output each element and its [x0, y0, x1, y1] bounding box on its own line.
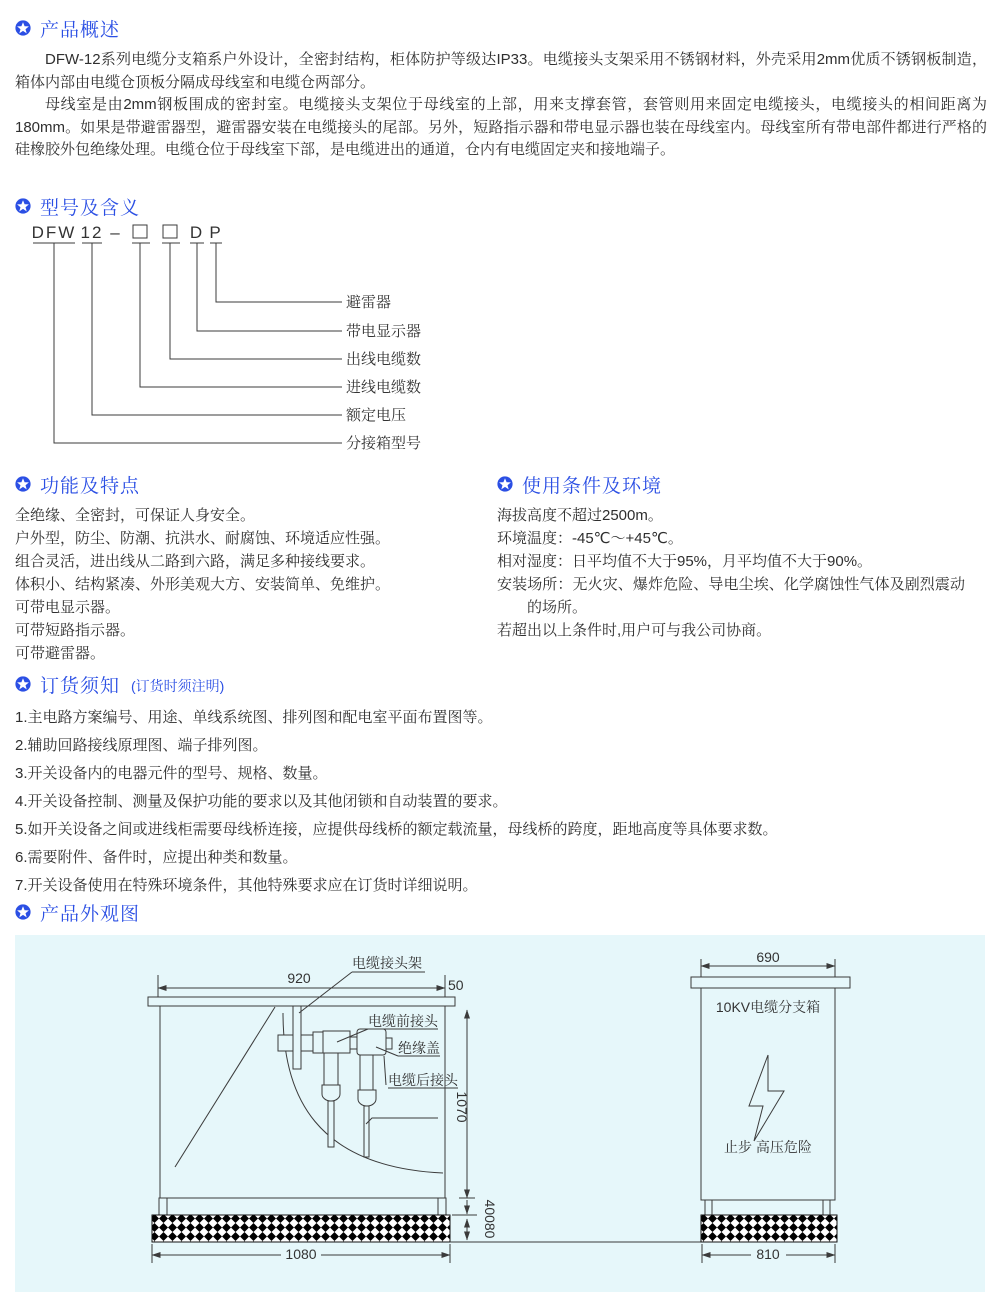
list-item: 全绝缘、全密封，可保证人身安全。	[15, 507, 256, 524]
model-label-rated-voltage: 额定电压	[346, 407, 407, 424]
front-connector-body	[323, 1031, 350, 1053]
section-features	[15, 472, 493, 665]
list-item: 相对湿度：日平均值不大于95%，月平均值不大于90%。	[497, 553, 873, 570]
dim-1070-label: 1070	[454, 1091, 470, 1123]
model-label-live-display: 带电显示器	[346, 323, 422, 340]
conditions-heading	[497, 472, 989, 496]
dim-50-label: 50	[448, 977, 464, 993]
dim-810-label: 810	[756, 1246, 780, 1262]
dim-920-label: 920	[287, 970, 311, 986]
list-item: 若超出以上条件时,用户可与我公司协商。	[497, 622, 772, 639]
star-bullet-icon	[497, 476, 513, 492]
model-prefix: DFW	[31, 223, 77, 242]
list-item: 1.主电路方案编号、用途、单线系统图、排列图和配电室平面布置图等。	[15, 709, 493, 726]
model-labels	[346, 294, 421, 452]
list-item: 7.开关设备使用在特殊环境条件，其他特殊要求应在订货时详细说明。	[15, 877, 478, 894]
star-bullet-icon	[15, 904, 31, 920]
page-section-title: 型号及含义	[40, 197, 141, 219]
callout-rear-connector-label: 电缆后接头	[388, 1072, 458, 1088]
cabinet-nameplate-text: 10KV电缆分支箱	[715, 999, 821, 1015]
cabinet-cap-plate	[691, 977, 850, 988]
page-section-title: 使用条件及环境	[522, 475, 663, 497]
dim-1080-label: 1080	[285, 1246, 317, 1262]
page-section-title: 产品外观图	[40, 903, 141, 925]
list-item: 安装场所：无火灾、爆炸危险、导电尘埃、化学腐蚀性气体及剧烈震动的场所。	[497, 576, 965, 616]
model-heading	[15, 194, 715, 218]
star-bullet-icon	[15, 198, 31, 214]
list-item: 户外型，防尘、防潮、抗洪水、耐腐蚀、环境适应性强。	[15, 530, 391, 547]
model-label-box-type: 分接箱型号	[346, 435, 422, 452]
section-ordering-notes	[15, 672, 987, 900]
dim-40080-label: 40080	[482, 1199, 498, 1239]
foundation-hatch-base	[152, 1215, 450, 1242]
ordering-heading-note: (订货时须注明)	[131, 677, 225, 694]
model-leader-lines	[54, 243, 342, 443]
list-item: 体积小、结构紧凑、外形美观大方、安装简单、免维护。	[15, 576, 391, 593]
star-bullet-icon	[15, 476, 31, 492]
list-item: 可带避雷器。	[15, 645, 106, 662]
list-item: 可带电显示器。	[15, 599, 121, 616]
list-item: 6.需要附件、备件时，应提出种类和数量。	[15, 849, 298, 866]
insulation-cover-cap	[386, 1038, 392, 1049]
list-item: 海拔高度不超过2500m。	[497, 507, 663, 524]
star-bullet-icon	[15, 676, 31, 692]
list-item: 2.辅助回路接线原理图、端子排列图。	[15, 737, 268, 754]
model-letter-d: D	[189, 223, 205, 242]
model-code-row	[32, 223, 223, 242]
star-bullet-icon	[15, 20, 31, 36]
overview-heading	[15, 16, 987, 40]
ordering-list	[15, 704, 987, 900]
appearance-heading	[15, 900, 985, 924]
model-label-outgoing-count: 出线电缆数	[346, 351, 422, 368]
section-appearance-drawing	[15, 900, 985, 1292]
page-section-title: 功能及特点	[40, 475, 141, 497]
callout-insulation-cover-label: 绝缘盖	[398, 1040, 440, 1056]
model-dash: –	[110, 223, 122, 242]
rear-connector-elbow	[357, 1029, 386, 1055]
dim-690-label: 690	[756, 949, 780, 965]
model-blank-box-incoming	[133, 225, 147, 238]
cabinet-roof-plate	[148, 997, 455, 1006]
high-voltage-warning-text: 止步 高压危险	[724, 1139, 812, 1155]
list-item: 3.开关设备内的电器元件的型号、规格、数量。	[15, 765, 328, 782]
section-conditions	[497, 472, 989, 642]
list-item: 5.如开关设备之间或进线柜需要母线桥连接，应提供母线桥的额定载流量，母线桥的跨度，距地高度等具体要求数。	[15, 821, 778, 838]
overview-paragraph: DFW-12系列电缆分支箱系户外设计，全密封结构，柜体防护等级达IP33。电缆接头支架采用不锈钢材料，外壳采用2mm优质不锈钢板制造，箱体内部由电缆仓顶板分隔成母线室和电缆仓两部分。	[15, 51, 987, 91]
conditions-list	[497, 504, 989, 642]
list-item: 可带短路指示器。	[15, 622, 136, 639]
foundation-hatch-base	[701, 1215, 837, 1242]
callout-bracket-label: 电缆接头架	[352, 955, 422, 971]
callout-front-connector-label: 电缆前接头	[368, 1013, 438, 1029]
page-section-title: 订货须知	[40, 675, 121, 697]
ordering-heading	[15, 672, 987, 696]
model-label-arrester: 避雷器	[346, 294, 392, 311]
connector-bracket	[293, 1006, 301, 1069]
features-list	[15, 504, 493, 665]
features-heading	[15, 472, 493, 496]
list-item: 环境温度：-45℃～+45℃。	[497, 530, 683, 547]
cable-plug	[322, 1085, 340, 1101]
product-outline-drawing	[15, 935, 985, 1292]
section-product-overview	[15, 16, 987, 162]
overview-paragraph: 母线室是由2mm钢板围成的密封室。电缆接头支架位于母线室的上部，用来支撑套管，套管则用来固定电缆接头，电缆接头的相间距离为180mm。如果是带避雷器型，避雷器安装在电缆接头的尾部。另外，短路指示器和带电显示器也装在母线室内。母线室所有带电部件都进行严格的硅橡胶外包绝缘处理。电缆仓位于母线室下部，是电缆进出的通道，仓内有电缆固定夹和接地端子。	[15, 96, 987, 158]
model-designation-diagram	[15, 222, 715, 462]
list-item: 4.开关设备控制、测量及保护功能的要求以及其他闭锁和自动装置的要求。	[15, 793, 508, 810]
cable-plug	[358, 1090, 376, 1106]
list-item: 组合灵活，进出线从二路到六路，满足多种接线要求。	[15, 553, 376, 570]
page-section-title: 产品概述	[40, 19, 121, 41]
model-voltage: 12	[80, 223, 104, 242]
section-model-meaning	[15, 194, 715, 462]
model-letter-p: P	[209, 223, 223, 242]
model-blank-box-outgoing	[163, 225, 177, 238]
model-label-incoming-count: 进线电缆数	[346, 379, 422, 396]
